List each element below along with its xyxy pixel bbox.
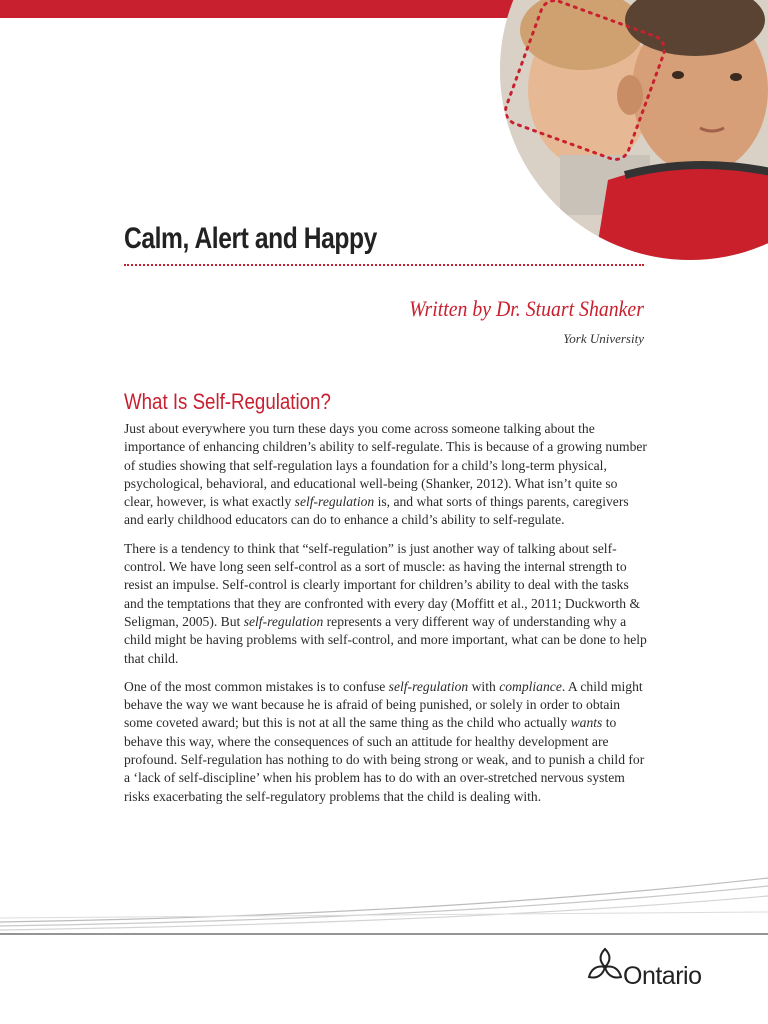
paragraph-emphasis: self-regulation: [294, 494, 375, 510]
paragraph-emphasis: compliance: [499, 678, 562, 694]
title-divider: [124, 264, 644, 266]
footer-swoosh: [0, 860, 768, 940]
article-body: [124, 420, 650, 816]
paragraph-1: [124, 420, 650, 530]
author-affiliation: York University: [563, 331, 644, 346]
author-line: Written by Dr. Stuart Shanker: [409, 296, 644, 321]
paragraph-text: to behave this way, where the consequences of such an attitude for healthy development are profound. Self-regulation has nothing to do with being strong or weak, and to punish a child for a ‘lack of self-discipline’ when his problem has to do with an over-stretched nervous system risks exacerbating the self-regulatory problems that the child is dealing with.: [124, 715, 645, 804]
paragraph-text: . A child might behave the way we want because he is afraid of being punished, or solely in order to obtain some coveted award; but this is not at all the same thing as the child who actually: [124, 678, 643, 731]
paragraph-text: represents a very different way of understanding why a child might be having problems with self-control, and more important, what can be done to help that child.: [124, 613, 647, 666]
children-photo: [500, 0, 768, 260]
document-title: Calm, Alert and Happy: [124, 222, 377, 255]
paragraph-text: There is a tendency to think that “self-regulation” is just another way of talking about self-control. We have long seen self-control as a sort of muscle: as having the internal strength to resist an impulse. Self-control is clearly important for children’s ability to deal with the tasks and the temptations that they are confronted with every day (Moffitt et al., 2011; Duckworth & Seligman, 2005). But: [124, 540, 641, 629]
paragraph-emphasis: wants: [570, 715, 603, 731]
paragraph-emphasis: self-regulation: [388, 678, 469, 694]
paragraph-text: is, and what sorts of things parents, caregivers and early childhood educators can do to enhance a child’s ability to self-regulate.: [124, 494, 629, 528]
paragraph-2: [124, 540, 650, 668]
paragraph-3: [124, 678, 650, 806]
logo-wordmark: Ontario: [623, 962, 702, 990]
trillium-icon: [585, 945, 625, 989]
paragraph-text: with: [468, 678, 500, 694]
paragraph-text: Just about everywhere you turn these days you come across someone talking about the importance of enhancing children’s ability to self-regulate. This is because of a growing number of studies showing that self-regulation lays a foundation for a child’s long-term physical, psychological, behavioral, and educational well-being (Shanker, 2012). What isn’t quite so clear, however, is what exactly: [124, 421, 647, 510]
paragraph-text: One of the most common mistakes is to confuse: [124, 678, 389, 694]
section-heading: What Is Self-Regulation?: [124, 389, 331, 414]
paragraph-emphasis: self-regulation: [243, 613, 324, 629]
